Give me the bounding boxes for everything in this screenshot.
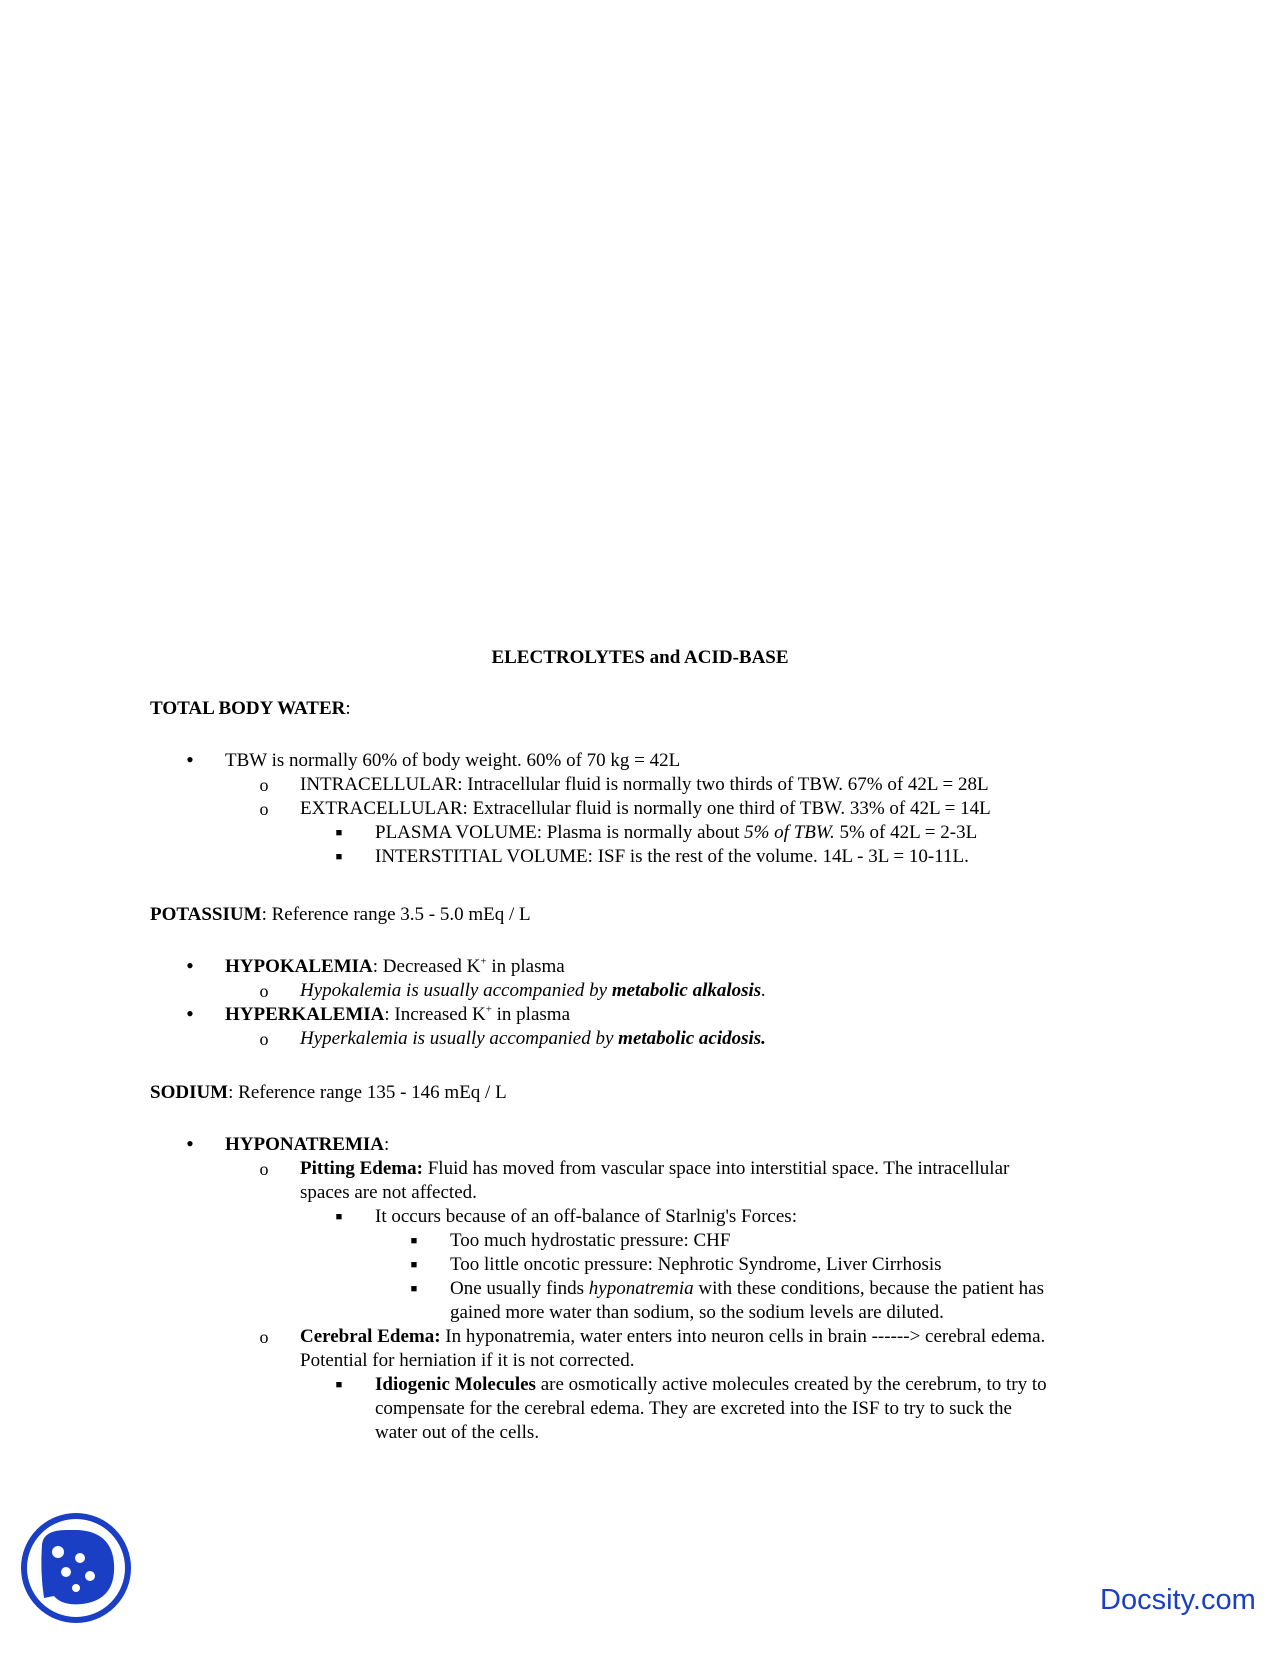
bullet-dot-icon: •: [186, 953, 194, 978]
note-bold-italic: metabolic alkalosis: [611, 980, 762, 1001]
pitting-text-2: spaces are not affected.: [300, 1182, 477, 1203]
note-end: .: [761, 980, 766, 1001]
heading-label: SODIUM: [150, 1082, 229, 1103]
heading-range: : Reference range 3.5 - 5.0 mEq / L: [261, 904, 531, 925]
finds-text: [450, 1277, 1044, 1301]
heading-label: TOTAL BODY WATER: [150, 698, 346, 719]
page-title: ELECTROLYTES and ACID-BASE: [491, 647, 789, 668]
docsity-logo-icon: [20, 1512, 132, 1624]
hyperkalemia-note: [300, 1027, 766, 1051]
idiogenic-text-3: water out of the cells.: [375, 1422, 540, 1443]
bullet-dot-icon: •: [186, 1001, 194, 1026]
bullet-square-icon: ■: [335, 1379, 343, 1391]
finds-text-2: gained more water than sodium, so the sodium levels are diluted.: [450, 1302, 944, 1323]
hypokalemia-label: HYPOKALEMIA: [225, 956, 373, 977]
cerebral-label: Cerebral Edema:: [300, 1326, 441, 1347]
hypokalemia-text-a: : Decreased K: [372, 956, 481, 977]
idiogenic-text-1: are osmotically active molecules created by the cerebrum, to try to: [535, 1374, 1047, 1395]
cerebral-text-1: In hyponatremia, water enters into neuron cells in brain ------> cerebral edema.: [440, 1326, 1046, 1347]
cerebral-edema-text: [300, 1325, 1045, 1349]
hypokalemia-text: [225, 955, 565, 979]
plasma-text-a: PLASMA VOLUME: Plasma is normally about: [375, 822, 745, 843]
note-italic: Hypokalemia is usually accompanied by: [300, 980, 612, 1001]
bullet-square-icon: ■: [335, 1211, 343, 1223]
hyperkalemia-text: [225, 1003, 570, 1027]
bullet-circle-icon: o: [259, 1159, 269, 1179]
bullet-circle-icon: o: [259, 775, 269, 795]
section-heading-tbw: [150, 697, 1130, 721]
bullet-dot-icon: •: [186, 1131, 194, 1156]
heading-suffix: :: [345, 698, 351, 719]
tbw-item-text: TBW is normally 60% of body weight. 60% of 70 kg = 42L: [225, 750, 681, 771]
bullet-square-icon: ■: [335, 827, 343, 839]
pitting-edema-text: [300, 1157, 1009, 1181]
oncotic-text: Too little oncotic pressure: Nephrotic Syndrome, Liver Cirrhosis: [450, 1254, 942, 1275]
plasma-volume-text: [375, 821, 977, 845]
hyponatremia-text: [225, 1133, 389, 1157]
idiogenic-label: Idiogenic Molecules: [375, 1374, 536, 1395]
finds-text-b: with these conditions, because the patient has: [693, 1278, 1044, 1299]
pitting-text-1: Fluid has moved from vascular space into interstitial space. The intracellular: [422, 1158, 1010, 1179]
hyponatremia-colon: :: [384, 1134, 390, 1155]
pitting-label: Pitting Edema:: [300, 1158, 423, 1179]
bullet-square-icon: ■: [410, 1235, 418, 1247]
bullet-circle-icon: o: [259, 981, 269, 1001]
bullet-circle-icon: o: [259, 1029, 269, 1049]
extracellular-text: EXTRACELLULAR: Extracellular fluid is normally one third of TBW. 33% of 42L = 14L: [300, 798, 991, 819]
idiogenic-text-2: compensate for the cerebral edema. They are excreted into the ISF to try to suck the: [375, 1398, 1012, 1419]
docsity-brand[interactable]: Docsity.com: [1100, 1584, 1256, 1616]
bullet-square-icon: ■: [410, 1259, 418, 1271]
hyperkalemia-label: HYPERKALEMIA: [225, 1004, 385, 1025]
hyperkalemia-text-a: : Increased K: [384, 1004, 486, 1025]
plasma-text-b: 5% of 42L = 2-3L: [834, 822, 978, 843]
finds-text-a: One usually finds: [450, 1278, 589, 1299]
hydrostatic-text: Too much hydrostatic pressure: CHF: [450, 1230, 731, 1251]
bullet-square-icon: ■: [335, 851, 343, 863]
hyponatremia-label: HYPONATREMIA: [225, 1134, 385, 1155]
note-italic: Hyperkalemia is usually accompanied by: [300, 1028, 619, 1049]
section-heading-sodium: [150, 1081, 1130, 1105]
hypokalemia-note: [300, 979, 766, 1003]
heading-label: POTASSIUM: [150, 904, 262, 925]
bullet-circle-icon: o: [259, 1327, 269, 1347]
section-heading-potassium: [150, 903, 1130, 927]
finds-text-italic: hyponatremia: [588, 1278, 694, 1299]
hyperkalemia-text-b: in plasma: [491, 1004, 571, 1025]
heading-range: : Reference range 135 - 146 mEq / L: [228, 1082, 507, 1103]
bullet-dot-icon: •: [186, 747, 194, 772]
cerebral-text-2: Potential for herniation if it is not corrected.: [300, 1350, 635, 1371]
note-bold-italic: metabolic acidosis.: [618, 1028, 766, 1049]
superscript-plus: +: [480, 955, 487, 968]
intracellular-text: INTRACELLULAR: Intracellular fluid is normally two thirds of TBW. 67% of 42L = 28L: [300, 774, 989, 795]
hypokalemia-text-b: in plasma: [486, 956, 565, 977]
plasma-text-italic: 5% of TBW.: [744, 822, 835, 843]
bullet-circle-icon: o: [259, 799, 269, 819]
bullet-square-icon: ■: [410, 1283, 418, 1295]
idiogenic-text: [375, 1373, 1047, 1397]
interstitial-text: INTERSTITIAL VOLUME: ISF is the rest of the volume. 14L - 3L = 10-11L.: [375, 846, 969, 867]
starling-text: It occurs because of an off-balance of Starlnig's Forces:: [375, 1206, 797, 1227]
superscript-plus: +: [485, 1003, 492, 1016]
